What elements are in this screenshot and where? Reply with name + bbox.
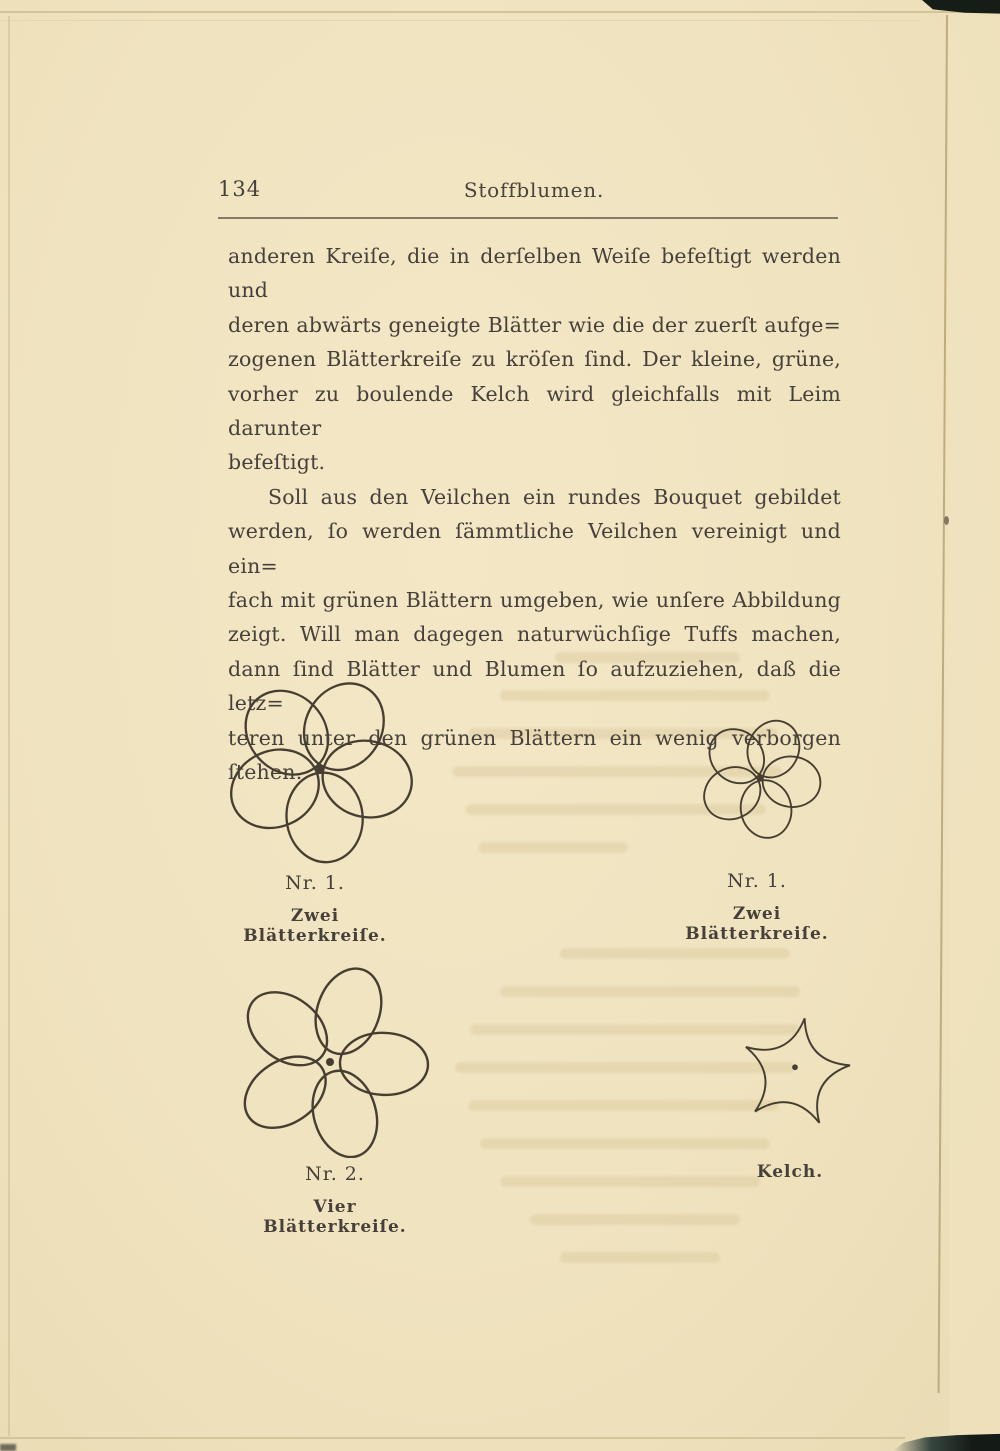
text-line: vorher zu boulende Kelch wird gleichfalls mit Leim darunter [228, 381, 841, 441]
caption-top-right [672, 870, 842, 944]
scan-speck [944, 516, 949, 525]
text-line: Soll aus den Veilchen ein rundes Bouquet gebildet [268, 484, 841, 509]
flower-pattern-large-two-circles [222, 666, 417, 866]
flower-pattern-four-circles [230, 958, 430, 1158]
page-edge-top-line-2 [0, 20, 920, 21]
bleed-through-artifact [530, 1214, 740, 1225]
bleed-through-artifact [560, 1252, 720, 1263]
bleed-through-artifact [500, 986, 800, 997]
header-rule [218, 217, 838, 219]
calyx-pattern [728, 1006, 862, 1140]
bleed-through-artifact [478, 842, 628, 853]
page-edge-right-line [938, 15, 948, 1393]
figure-number: Nr. 1. [285, 872, 345, 894]
figure-label: Zwei Blätterkreiſe. [243, 906, 387, 946]
text-line: fach mit grünen Blättern umgeben, wie unſere Abbildung [228, 588, 841, 613]
page-edge-left-line [8, 16, 10, 1436]
text-line: teren unter den grünen Blättern ein wenig verborgen ſtehen. [228, 725, 841, 785]
caption-bottom-left [250, 1163, 420, 1237]
text-line: deren abwärts geneigte Blätter wie die der zuerſt aufge= [228, 312, 841, 337]
text-line: zogenen Blätterkreiſe zu kröſen ſind. Der kleine, grüne, [228, 347, 841, 372]
figure-label: Kelch. [756, 1162, 824, 1182]
text-line: zeigt. Will man dagegen naturwüchſige Tuffs machen, [228, 622, 841, 647]
bleed-through-artifact [480, 1138, 770, 1149]
page-edge-bottom-line [0, 1437, 905, 1439]
text-line: werden, ſo werden ſämmtliche Veilchen vereinigt und ein= [228, 519, 841, 578]
next-page-edge-strip [949, 14, 1000, 1436]
page-edge-top-line [0, 11, 1000, 13]
flower-outline-drawing [230, 958, 430, 1158]
text-line: anderen Kreiſe, die in derſelben Weiſe befeſtigt werden und [228, 244, 841, 303]
figure-number: Nr. 2. [305, 1163, 365, 1185]
flower-outline-drawing [222, 666, 417, 866]
flower-outline-drawing [690, 706, 830, 846]
bleed-through-artifact [560, 948, 790, 959]
figure-label: Vier Blätterkreiſe. [263, 1197, 407, 1237]
book-cover-corner-bottom-left [0, 1444, 16, 1451]
caption-top-left [230, 872, 400, 946]
calyx-outline-drawing [728, 1006, 862, 1140]
running-header: Stoffblumen. [463, 178, 605, 202]
flower-pattern-small-two-circles [690, 706, 830, 846]
figure-label: Zwei Blätterkreiſe. [685, 904, 829, 944]
page-number: 134 [218, 177, 262, 201]
text-line: dann ſind Blätter und Blumen ſo aufzuziehen, daß die letz= [228, 656, 841, 716]
text-line: befeſtigt. [228, 450, 326, 475]
figure-number: Nr. 1. [727, 870, 787, 892]
caption-bottom-right [720, 1162, 860, 1182]
